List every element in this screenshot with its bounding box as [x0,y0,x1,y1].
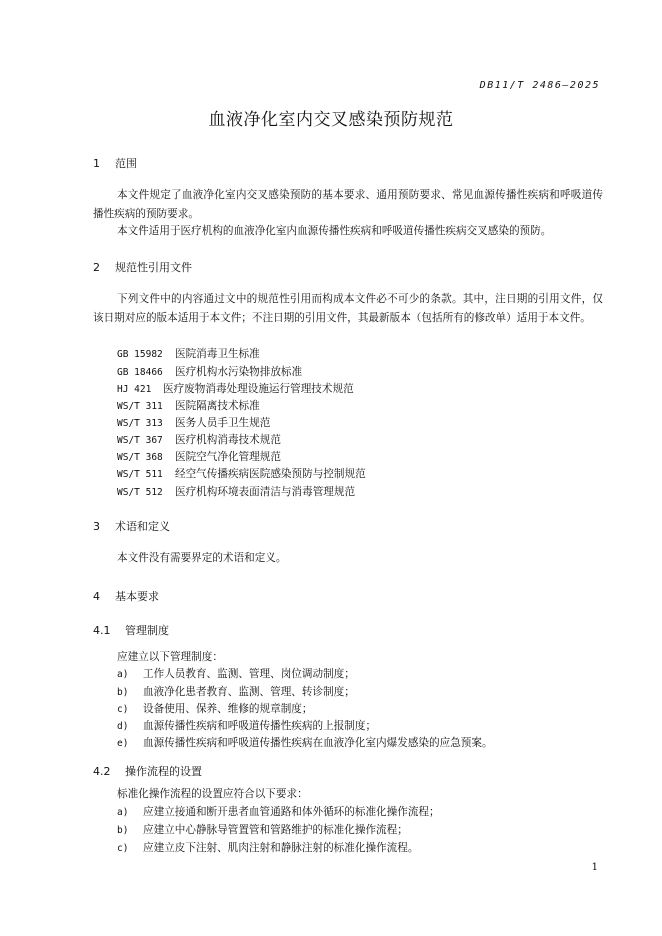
list-item [117,804,440,819]
section-number: 4 [93,590,100,603]
list-marker: e) [117,738,129,749]
list-item-text: 工作人员教育、监测、管理、岗位调动制度； [143,668,355,680]
reference-item [117,432,281,447]
list-item-text: 设备使用、保养、维修的规章制度； [143,703,313,715]
management-intro: 应建立以下管理制度： [117,651,223,663]
section-heading-4 [93,588,159,604]
list-item [117,701,313,716]
list-item-text: 血源传播性疾病和呼吸道传播性疾病的上报制度； [143,720,377,732]
list-item [117,735,493,750]
reference-item [117,381,354,396]
list-marker: a) [117,807,129,818]
list-item [117,718,376,733]
section-heading-2 [93,259,192,275]
section-title: 术语和定义 [115,520,170,533]
list-item [117,666,355,681]
section-title: 操作流程的设置 [125,765,202,778]
reference-title: 经空气传播疾病医院感染预防与控制规范 [175,468,366,480]
reference-item [117,346,260,361]
section-heading-3 [93,518,170,534]
list-item-text: 血液净化患者教育、监测、管理、转诊制度； [143,686,355,698]
reference-code: HJ 421 [117,384,152,395]
list-marker: c) [117,704,129,715]
section-title: 管理制度 [125,624,169,637]
list-marker: a) [117,669,129,680]
reference-title: 医疗机构消毒技术规范 [175,434,281,446]
section-number: 1 [93,157,100,170]
scope-paragraph-2: 本文件适用于医疗机构的血液净化室内血源传播性疾病和呼吸道传播性疾病交叉感染的预防。 [117,225,552,237]
reference-code: GB 18466 [117,367,163,378]
reference-item [117,484,355,499]
reference-title: 医院隔离技术标准 [175,400,260,412]
list-marker: c) [117,843,129,854]
reference-title: 医务人员手卫生规范 [175,417,271,429]
terms-paragraph: 本文件没有需要界定的术语和定义。 [117,552,287,564]
page-number: 1 [591,862,598,873]
list-marker: b) [117,687,129,698]
list-item-text: 应建立接通和断开患者血管通路和体外循环的标准化操作流程； [143,806,440,818]
reference-item [117,415,270,430]
section-number: 2 [93,261,100,274]
section-title: 规范性引用文件 [115,261,192,274]
reference-code: WS/T 367 [117,435,163,446]
list-item [117,840,418,855]
reference-title: 医院消毒卫生标准 [175,348,260,360]
reference-code: WS/T 512 [117,487,163,498]
list-item [117,822,408,837]
reference-item [117,364,302,379]
reference-code: GB 15982 [117,349,163,360]
section-number: 4.1 [93,624,111,637]
section-title: 基本要求 [115,590,159,603]
list-marker: b) [117,825,129,836]
document-title: 血液净化室内交叉感染预防规范 [208,110,454,130]
section-number: 3 [93,520,100,533]
document-id: DB11/T 2486—2025 [479,80,600,91]
section-title: 范围 [115,157,137,170]
reference-title: 医疗机构水污染物排放标准 [175,366,303,378]
list-item-text: 应建立皮下注射、肌肉注射和静脉注射的标准化操作流程。 [143,842,419,854]
list-item-text: 应建立中心静脉导管置管和管路维护的标准化操作流程； [143,824,408,836]
reference-item [117,466,366,481]
reference-item [117,449,281,464]
reference-item [117,398,260,413]
reference-title: 医院空气净化管理规范 [175,451,281,463]
subsection-heading-4-2 [93,763,202,779]
reference-code: WS/T 511 [117,469,163,480]
reference-title: 医疗机构环境表面清洁与消毒管理规范 [175,486,356,498]
reference-title: 医疗废物消毒处理设施运行管理技术规范 [163,383,354,395]
list-marker: d) [117,721,129,732]
reference-code: WS/T 311 [117,401,163,412]
section-number: 4.2 [93,765,111,778]
reference-code: WS/T 368 [117,452,163,463]
scope-paragraph-1: 本文件规定了血液净化室内交叉感染预防的基本要求、通用预防要求、常见血源传播性疾病和呼吸道传播性疾病的预防要求。 [93,189,603,220]
reference-code: WS/T 313 [117,418,163,429]
list-item-text: 血源传播性疾病和呼吸道传播性疾病在血液净化室内爆发感染的应急预案。 [143,737,493,749]
section-heading-1 [93,155,137,171]
list-item [117,684,355,699]
subsection-heading-4-1 [93,622,169,638]
procedures-intro: 标准化操作流程的设置应符合以下要求： [117,788,308,800]
normative-intro-paragraph: 下列文件中的内容通过文中的规范性引用而构成本文件必不可少的条款。其中，注日期的引用文件，仅该日期对应的版本适用于本文件；不注日期的引用文件，其最新版本（包括所有的修改单）适用于本文件。 [93,293,603,324]
